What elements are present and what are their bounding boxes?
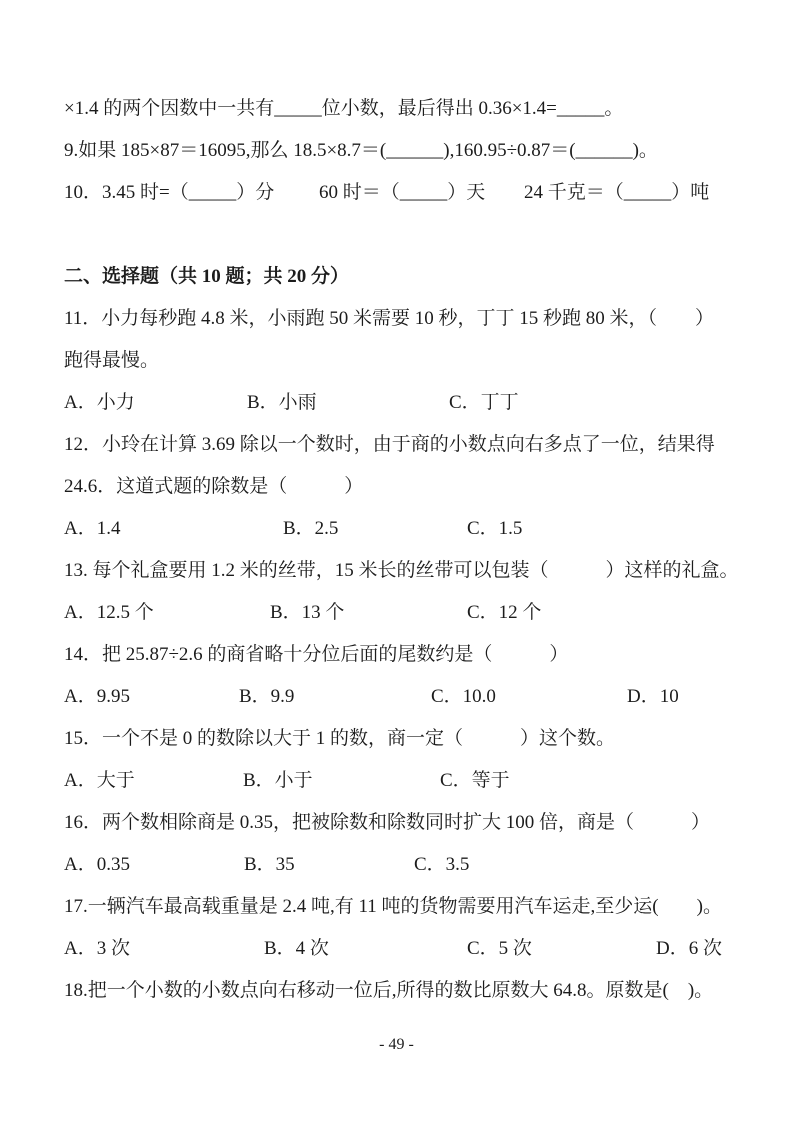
question-11-line-2: 跑得最慢。 [64, 350, 160, 371]
option-b: B．9.9 [239, 686, 295, 707]
section-2-heading: 二、选择题（共 10 题；共 20 分） [64, 266, 350, 287]
question-11-options-row [64, 382, 737, 424]
question-10-line [64, 172, 737, 214]
option-a: A．小力 [64, 392, 135, 413]
option-c: C．等于 [440, 770, 510, 791]
question-14-options-row [64, 676, 737, 718]
page-number: - 49 - [379, 1036, 414, 1053]
question-10-hours-part: 10．3.45 时=（_____）分 [64, 182, 275, 203]
option-b: B．35 [244, 854, 295, 875]
option-b: B．4 次 [264, 938, 329, 959]
option-d: D．6 次 [656, 938, 722, 959]
question-15-line: 15．一个不是 0 的数除以大于 1 的数，商一定（ ）这个数。 [64, 728, 616, 749]
option-a: A．3 次 [64, 938, 130, 959]
question-12-line-1: 12．小玲在计算 3.69 除以一个数时，由于商的小数点向右多点了一位，结果得 [64, 434, 715, 455]
option-c: C．1.5 [467, 518, 523, 539]
option-c: C．3.5 [414, 854, 470, 875]
question-8-continuation-line: ×1.4 的两个因数中一共有_____位小数，最后得出 0.36×1.4=_____。 [64, 98, 624, 119]
question-16-options-row [64, 844, 737, 886]
option-c: C．丁丁 [449, 392, 519, 413]
question-9-line: 9.如果 185×87＝16095,那么 18.5×8.7＝(______),160.95÷0.87＝(______)。 [64, 140, 658, 161]
option-a: A．12.5 个 [64, 602, 154, 623]
question-15-options-row [64, 760, 737, 802]
option-c: C．10.0 [431, 686, 496, 707]
question-10-tons-part: 24 千克＝（_____）吨 [524, 182, 710, 203]
option-c: C．5 次 [467, 938, 532, 959]
question-11-line-1: 11．小力每秒跑 4.8 米，小雨跑 50 米需要 10 秒，丁丁 15 秒跑 80 米，（ ） [64, 308, 715, 329]
question-16-line: 16．两个数相除商是 0.35，把被除数和除数同时扩大 100 倍，商是（ ） [64, 812, 711, 833]
question-14-line: 14．把 25.87÷2.6 的商省略十分位后面的尾数约是（ ） [64, 644, 569, 665]
question-12-options-row [64, 508, 737, 550]
question-17-options-row [64, 928, 737, 970]
option-b: B．小于 [243, 770, 313, 791]
option-c: C．12 个 [467, 602, 542, 623]
question-13-options-row [64, 592, 737, 634]
option-b: B．2.5 [283, 518, 339, 539]
option-b: B．13 个 [270, 602, 345, 623]
option-a: A．9.95 [64, 686, 130, 707]
question-10-days-part: 60 时＝（_____）天 [319, 182, 486, 203]
question-13-line: 13. 每个礼盒要用 1.2 米的丝带，15 米长的丝带可以包装（ ）这样的礼盒。 [64, 560, 739, 581]
option-b: B．小雨 [247, 392, 317, 413]
option-a: A．0.35 [64, 854, 130, 875]
question-12-line-2: 24.6．这道式题的除数是（ ） [64, 476, 364, 497]
option-a: A．大于 [64, 770, 135, 791]
option-d: D．10 [627, 686, 679, 707]
option-a: A．1.4 [64, 518, 121, 539]
question-17-line: 17.一辆汽车最高载重量是 2.4 吨,有 11 吨的货物需要用汽车运走,至少运( )。 [64, 896, 722, 917]
question-18-line: 18.把一个小数的小数点向右移动一位后,所得的数比原数大 64.8。原数是( )。 [64, 980, 714, 1001]
